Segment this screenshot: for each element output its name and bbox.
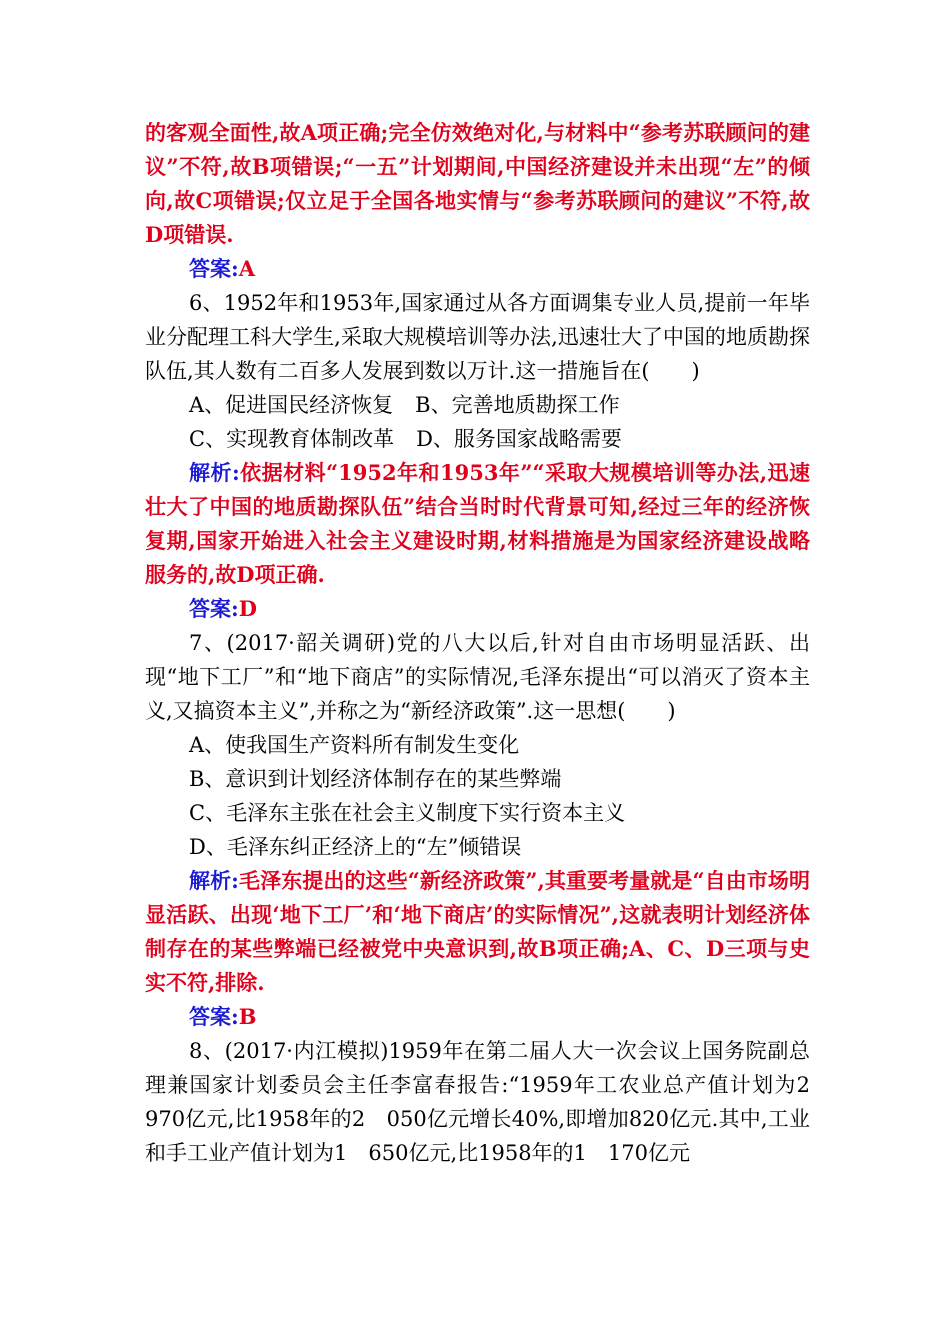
q6-option-d: D、服务国家战略需要 <box>416 427 622 451</box>
q6-answer <box>145 592 810 626</box>
answer-value: B <box>238 1004 257 1029</box>
q6-stem: 6、1952年和1953年,国家通过从各方面调集专业人员,提前一年毕业分配理工科大学生,采取大规模培训等办法,迅速壮大了中国的地质勘探队伍,其人数有二百多人发展到数以万计.这一措施旨在( ) <box>145 291 810 383</box>
answer-value: D <box>238 596 257 621</box>
analysis-label: 解析: <box>189 868 239 893</box>
analysis-label: 解析: <box>189 460 240 485</box>
q6-analysis <box>145 456 810 592</box>
analysis-text: 依据材料“1952年和1953年”“采取大规模培训等办法,迅速壮大了中国的地质勘探队伍”结合当时时代背景可知,经过三年的经济恢复期,国家开始进入社会主义建设时期,材料措施是为国家经济建设战略服务的,故D项正确. <box>145 460 810 587</box>
q7-option-c: C、毛泽东主张在社会主义制度下实行资本主义 <box>189 801 626 825</box>
answer-label: 答案: <box>189 1004 239 1029</box>
q6-option-b: B、完善地质勘探工作 <box>415 393 620 417</box>
q7-option-b: B、意识到计划经济体制存在的某些弊端 <box>189 767 562 791</box>
q5-analysis-tail: 的客观全面性,故A项正确;完全仿效绝对化,与材料中“参考苏联顾问的建议”不符,故B项错误;“一五”计划期间,中国经济建设并未出现“左”的倾向,故C项错误;仅立足于全国各地实情与“参考苏联顾问的建议”不符,故D项错误. <box>145 120 810 247</box>
q7-option-d: D、毛泽东纠正经济上的“左”倾错误 <box>189 835 522 859</box>
answer-label: 答案: <box>189 596 239 621</box>
q7-answer <box>145 1000 810 1034</box>
answer-label: 答案: <box>189 256 239 281</box>
q6-option-a: A、促进国民经济恢复 <box>189 393 394 417</box>
q6-options-row-2 <box>145 422 810 456</box>
q6-option-c: C、实现教育体制改革 <box>189 427 395 451</box>
document-page <box>145 116 831 1170</box>
q7-stem: 7、(2017·韶关调研)党的八大以后,针对自由市场明显活跃、出现“地下工厂”和“地下商店”的实际情况,毛泽东提出“可以消灭了资本主义,又搞资本主义”,并称之为“新经济政策”.这一思想( ) <box>145 631 810 723</box>
q5-answer <box>145 252 810 286</box>
answer-value: A <box>238 256 256 281</box>
q8-stem: 8、(2017·内江模拟)1959年在第二届人大一次会议上国务院副总理兼国家计划委员会主任李富春报告:“1959年工农业总产值计划为2 970亿元,比1958年的2 050亿元增长40%,即增加820亿元.其中,工业和手工业产值计划为1 650亿元,比1958年的1 170亿元 <box>145 1039 831 1165</box>
analysis-text: 毛泽东提出的这些“新经济政策”,其重要考量就是“自由市场明显活跃、出现‘地下工厂’和‘地下商店’的实际情况”,这就表明计划经济体制存在的某些弊端已经被党中央意识到,故B项正确;A、C、D三项与史实不符,排除. <box>145 868 810 995</box>
q7-analysis <box>145 864 810 1000</box>
q7-option-a: A、使我国生产资料所有制发生变化 <box>189 733 520 757</box>
q6-options-row-1 <box>145 388 810 422</box>
